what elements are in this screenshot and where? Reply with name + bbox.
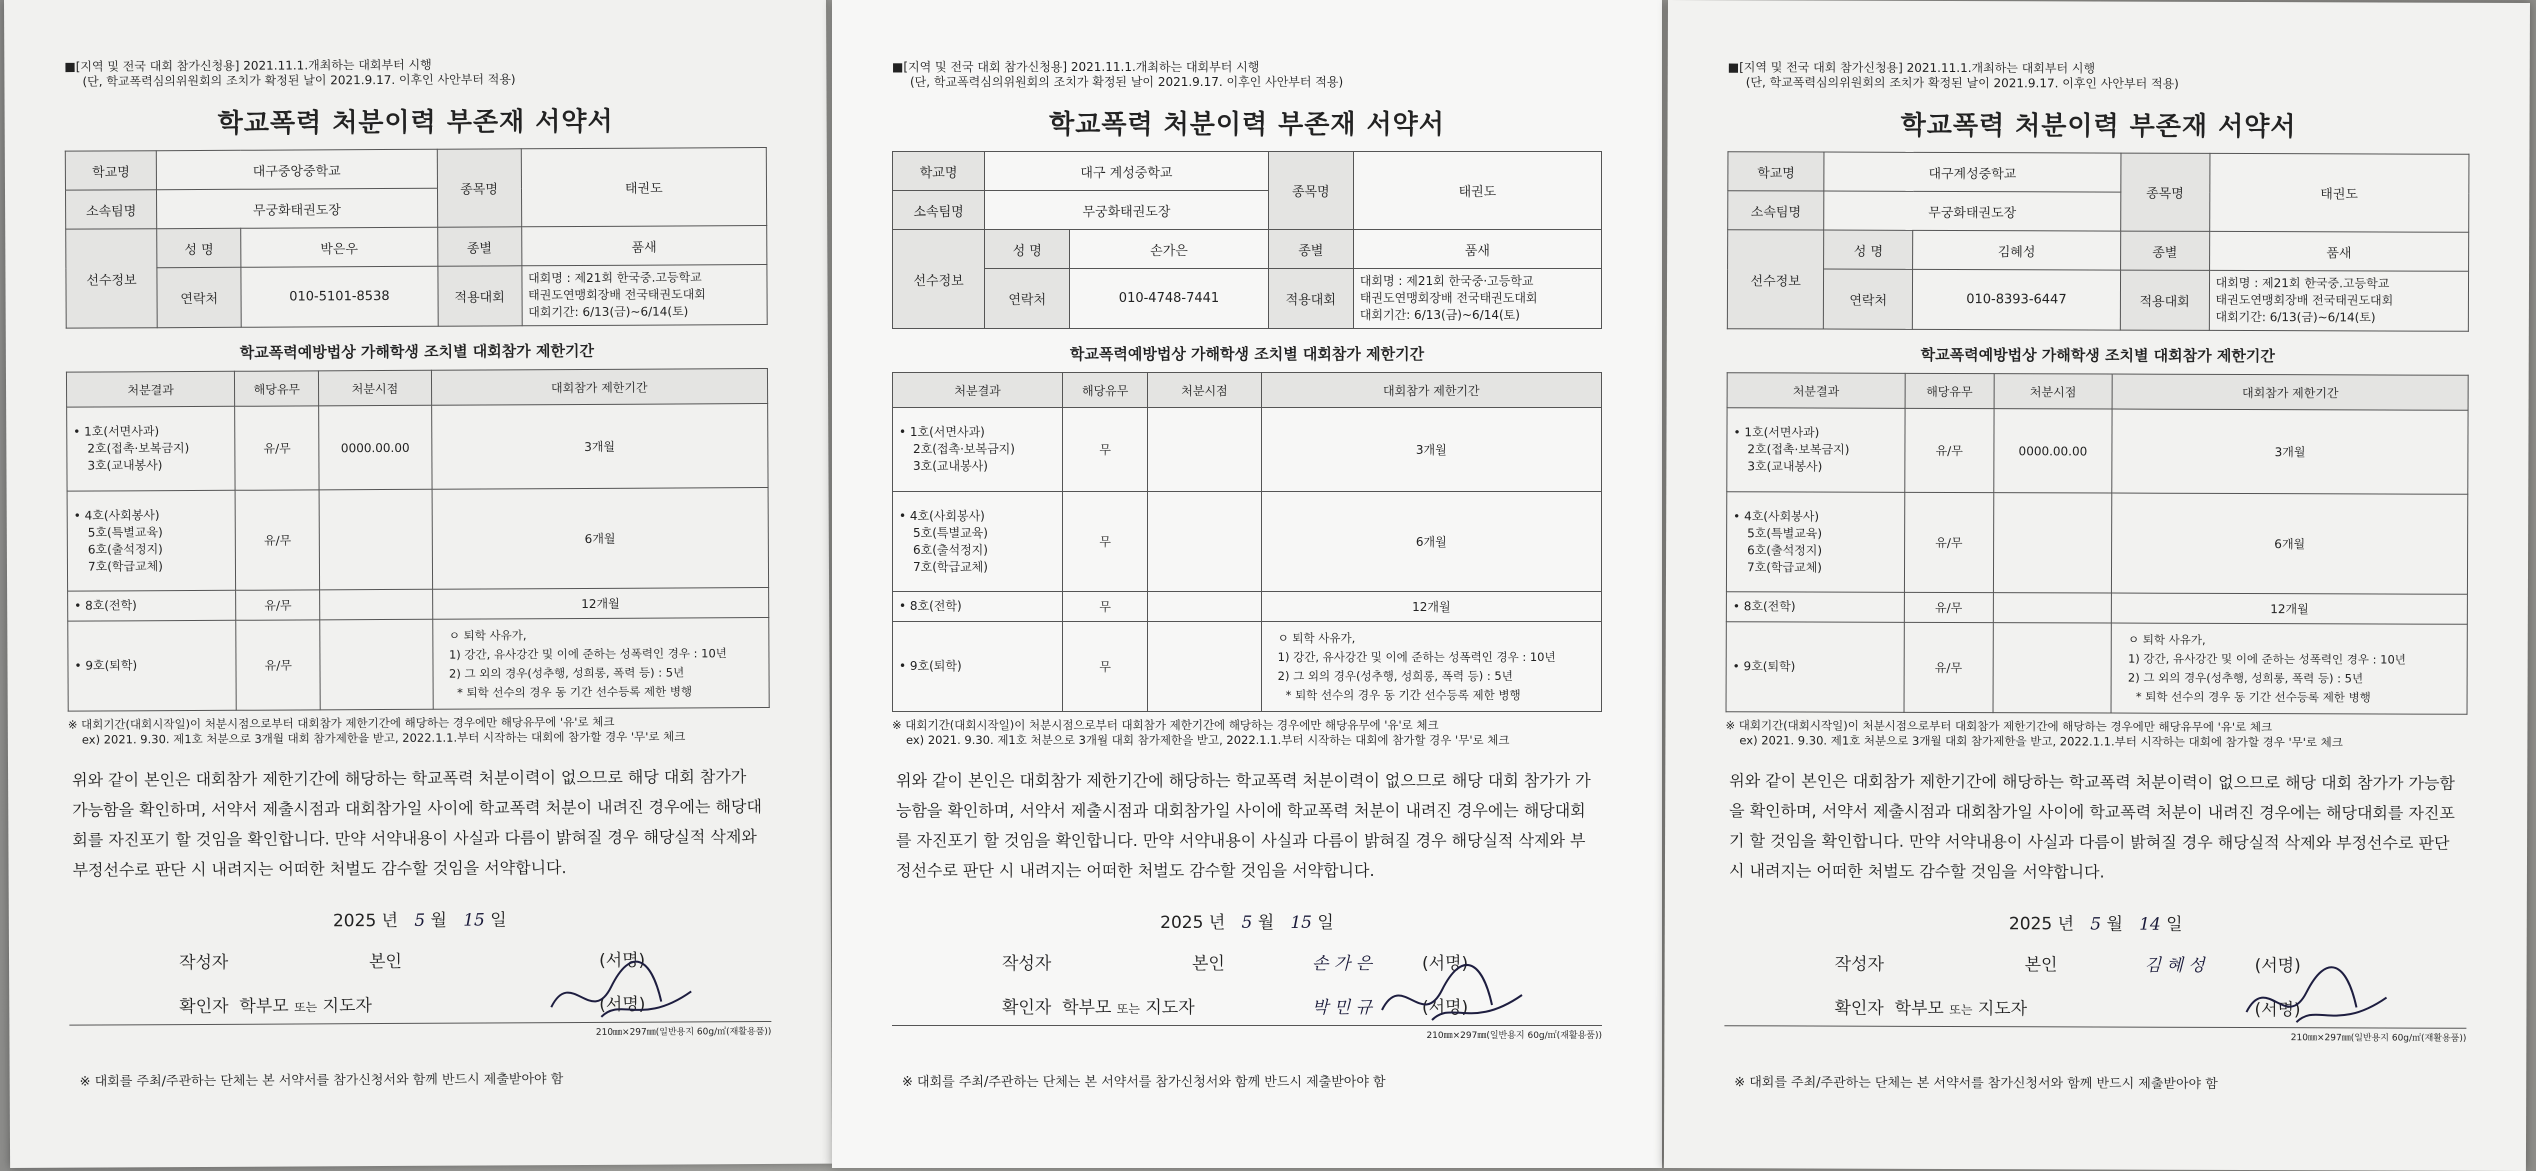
applicable-mark: 유/무 [1904,622,1993,712]
pledge-sheet-3 [1664,0,2530,1171]
author-label: 작성자 [1002,954,1052,974]
year-unit: 년 [381,910,399,932]
competition-line: 대회명 : 제21회 한국중.고등학교 [2215,275,2390,291]
contact-value: 010-4748-7441 [1070,269,1269,329]
label-event: 종목명 [437,149,522,227]
sheet-content [1724,60,2470,1093]
self-name: 손 가 은 [1312,954,1373,974]
day-value: 15 [463,910,485,931]
label-contact: 연락처 [985,269,1070,329]
applicable-mark: 유/무 [1904,492,1993,592]
confirmer-label [1834,994,2027,1020]
applicable-mark: 유/무 [236,590,320,620]
label-team: 소속팀명 [65,190,156,229]
disp-line: 6호(출석정지) [87,541,163,557]
label-category: 종별 [437,227,521,266]
paper-spec: 210㎜×297㎜(일반용지 60g/㎡(재활용품)) [1724,1025,2466,1044]
disp-cell [1726,492,1904,593]
month-unit: 월 [430,910,448,931]
disposition-date [1148,592,1261,622]
section-title: 학교폭력예방법상 가해학생 조치별 대회참가 제한기간 [1069,345,1425,363]
disp-line: 6호(출석정지) [913,542,988,557]
period-value: 12개월 [1261,592,1601,622]
school-value: 대구 계성중학교 [985,152,1269,191]
self-seal: (서명) [1422,954,1469,974]
applicable-mark: 유/무 [236,620,321,710]
self-seal: (서명) [2254,956,2301,977]
note-1: ※ 대회기간(대회시작일)이 처분시점으로부터 대회참가 제한기간에 해당하는 경우에만 해당유무에 '유'로 체크 [67,714,615,732]
competition-line: 대회명 : 제21회 한국중.고등학교 [528,270,702,286]
event-value: 태권도 [2209,153,2469,232]
col-disposition-date: 처분시점 [319,370,431,406]
section-title: 학교폭력예방법상 가해학생 조치별 대회참가 제한기간 [239,341,594,362]
col-disposition: 처분결과 [1727,373,1905,409]
player-info-table [892,151,1602,329]
label-player-info: 선수정보 [1727,230,1824,329]
year-unit: 년 [1208,913,1226,933]
competition-value [2209,270,2469,331]
col-applicable: 해당유무 [235,371,319,406]
competition-line: 대회기간: 6/13(금)~6/14(토) [528,304,689,320]
competition-line: 태권도연맹회장배 전국태권도대회 [528,287,706,303]
disp-line: 7호(학급교체) [87,558,163,574]
period-value: 12개월 [432,588,769,620]
note-2: ex) 2021. 9.30. 제1호 처분으로 3개월 대회 참가제한을 받고, 2022.1.1.부터 시작하는 대회에 참가할 경우 '무'로 체크 [81,729,686,747]
label-name: 성 명 [1824,230,1913,269]
disp-cell [1727,408,1905,493]
label-competition: 적용대회 [1268,269,1353,329]
parent-text: 학부모 [239,996,289,1017]
sheet-content [892,60,1602,1090]
disposition-date [1148,492,1261,592]
disp-line: 6호(출석정지) [1747,542,1823,558]
col-restriction-period: 대회참가 제한기간 [1261,373,1601,408]
period-line: 1) 강간, 유사강간 및 이에 준하는 성폭력인 경우 : 10년 [2127,651,2406,667]
day-value: 15 [1290,913,1312,933]
disp-cell [1726,622,1904,713]
year-unit: 년 [2057,914,2075,935]
player-info-table [65,147,768,329]
disposition-date [1993,593,2112,623]
restriction-table [892,372,1602,712]
disp-cell [893,408,1063,492]
paper-spec: 210㎜×297㎜(일반용지 60g/㎡(재활용품)) [69,1021,771,1041]
event-value: 태권도 [1353,152,1601,230]
applicable-mark: 무 [1063,492,1148,592]
label-school: 학교명 [1728,152,1824,191]
name-value: 손가은 [1070,230,1269,269]
disp-line: 2호(접촉·보복금지) [913,442,1015,456]
period-line: ㅇ 퇴학 사유가, [2128,632,2206,647]
label-event: 종목명 [2120,153,2209,231]
label-team: 소속팀명 [1728,191,1824,230]
disp-line: 7호(학급교체) [913,559,988,574]
category-value: 품새 [1353,230,1601,269]
handwritten-signature-icon [541,946,701,1037]
self-label: 본인 [1192,954,1225,974]
footer-note: ※ 대회를 주최/주관하는 단체는 본 서약서를 참가신청서와 함께 반드시 제출받아야 함 [1734,1075,2218,1092]
applicable-mark: 무 [1063,592,1148,622]
author-label: 작성자 [178,952,229,974]
period-value: 3개월 [431,404,768,490]
period-line: ㅇ 퇴학 사유가, [1277,630,1356,645]
col-applicable: 해당유무 [1063,373,1148,408]
disp-cell [67,406,236,491]
label-name: 성 명 [985,230,1070,269]
period-value: 6개월 [1261,492,1601,592]
disp-cell [893,492,1063,592]
period-line: * 퇴학 선수의 경우 동 기간 선수등록 제한 병행 [457,683,693,700]
applicable-mark: 무 [1063,408,1148,492]
disp-line: • 4호(사회봉사) [1733,508,1820,524]
sign-date [1725,908,2467,936]
self-label: 본인 [2024,955,2058,976]
period-value [1261,622,1601,712]
pledge-text: 위와 같이 본인은 대회참가 제한기간에 해당하는 학교폭력 처분이력이 없으므로 해당 대회 참가가 가능함을 확인하며, 서약서 제출시점과 대회참가일 사이에 학교폭력 처분이 내려진 경우에는 해당대회를 자진포기 할 것임을 확인합니다. 만약 서약내용이 사실과 다름이 밝혀질 경우 해당실적 삭제와 부정선수로 판단 시 내려지는 어떠한 처벌도 감수할 것임을 서약합니다. [72,767,762,880]
day-value: 14 [2139,914,2161,935]
label-category: 종별 [2120,231,2209,270]
header-line-2: (단, 학교폭력심의위원회의 조치가 확정된 날이 2021.9.17. 이후인 사안부터 적용) [910,75,1344,89]
label-event: 종목명 [1268,152,1353,230]
coach-text: 지도자 [1977,999,2028,1020]
pledge-sheet-2 [832,0,1662,1168]
year-value: 2025 [1160,913,1204,933]
disposition-date [1148,408,1261,492]
contact-value: 010-5101-8538 [241,266,438,327]
competition-value [522,265,768,326]
coach-text: 지도자 [1145,998,1195,1018]
header-line-1: ■[지역 및 전국 대회 참가신청용] 2021.11.1.개최하는 대회부터 시행 [64,57,432,74]
disposition-date: 0000.00.00 [1994,409,2113,493]
school-value: 대구중앙중학교 [156,149,437,189]
pledge-sheet-1 [4,0,832,1168]
disposition-date [1993,493,2112,593]
disp-line: 5호(특별교육) [87,524,163,540]
coach-seal: (서명) [1422,998,1469,1018]
name-value: 박은우 [241,227,437,267]
disp-line: • 1호(서면사과) [899,425,985,439]
disp-line: 3호(교내봉사) [87,458,163,473]
label-name: 성 명 [157,228,241,267]
footer-note: ※ 대회를 주최/주관하는 단체는 본 서약서를 참가신청서와 함께 반드시 제출받아야 함 [79,1072,564,1090]
label-school: 학교명 [893,152,985,191]
disp-cell [893,622,1063,712]
parent-text: 학부모 [1894,998,1944,1019]
year-value: 2025 [332,911,377,932]
period-line: ㅇ 퇴학 사유가, [448,627,527,643]
author-label: 작성자 [1834,954,1884,975]
day-unit: 일 [1317,913,1334,933]
contact-value: 010-8393-6447 [1913,269,2121,330]
col-disposition-date: 처분시점 [1148,373,1261,408]
coach-name: 박 민 규 [1312,998,1373,1018]
coach-text: 지도자 [322,996,372,1017]
day-unit: 일 [490,910,507,931]
disposition-date [320,589,432,620]
period-line: * 퇴학 선수의 경우 동 기간 선수등록 제한 병행 [1285,687,1521,702]
period-value: 12개월 [2112,593,2468,624]
label-competition: 적용대회 [2120,270,2209,330]
period-value [2111,623,2467,714]
disp-cell [893,592,1063,622]
disp-cell [1726,592,1904,623]
section-title: 학교폭력예방법상 가해학생 조치별 대회참가 제한기간 [1920,345,2275,366]
applicable-mark: 유/무 [235,490,320,590]
applicable-mark: 유/무 [1905,408,1994,492]
disp-line: 3호(교내봉사) [1747,459,1823,474]
col-disposition: 처분결과 [893,373,1063,408]
disp-line: 2호(접촉·보복금지) [1747,442,1850,457]
coach-seal: (서명) [599,994,646,1015]
or-text: 또는 [1116,1002,1140,1016]
label-player-info: 선수정보 [66,229,158,328]
note-2: ex) 2021. 9.30. 제1호 처분으로 3개월 대회 참가제한을 받고, 2022.1.1.부터 시작하는 대회에 참가할 경우 '무'로 체크 [906,733,1510,747]
school-value: 대구계성중학교 [1824,152,2121,192]
disp-line: • 9호(퇴학) [74,658,138,673]
col-restriction-period: 대회참가 제한기간 [431,369,768,406]
name-value: 김혜성 [1913,230,2121,270]
period-line: 2) 그 외의 경우(성추행, 성희롱, 폭력 등) : 5년 [2127,670,2364,685]
disp-line: • 1호(서면사과) [73,424,160,439]
document-title: 학교폭력 처분이력 부존재 서약서 [1049,110,1445,140]
disp-line: 3호(교내봉사) [913,459,988,473]
confirmer-label [1002,993,1195,1018]
competition-line: 태권도연맹회장배 전국태권도대회 [1359,291,1538,305]
month-value: 5 [2090,914,2102,935]
confirmer-text: 확인자 [179,996,229,1018]
col-restriction-period: 대회참가 제한기간 [2112,374,2468,410]
coach-seal: (서명) [2254,1000,2301,1021]
self-seal: (서명) [598,950,646,971]
label-player-info: 선수정보 [893,230,985,329]
team-value: 무궁화태권도장 [1824,191,2121,231]
disp-line: • 9호(퇴학) [1732,659,1796,674]
period-value [432,618,769,710]
col-disposition: 처분결과 [66,371,234,407]
category-value: 품새 [521,226,767,266]
disp-line: • 1호(서면사과) [1733,425,1820,440]
col-applicable: 해당유무 [1905,373,1994,408]
category-value: 품새 [2209,231,2469,271]
self-name: 김 혜 성 [2144,955,2205,976]
disposition-date [319,489,432,590]
disp-line: 5호(특별교육) [913,525,988,540]
competition-line: 대회기간: 6/13(금)~6/14(토) [2215,309,2376,325]
document-title: 학교폭력 처분이력 부존재 서약서 [1900,110,2297,143]
label-team: 소속팀명 [893,191,985,230]
team-value: 무궁화태권도장 [985,191,1269,230]
disp-line: • 8호(전학) [74,598,137,613]
disp-line: • 9호(퇴학) [899,659,962,673]
header-line-1: ■[지역 및 전국 대회 참가신청용] 2021.11.1.개최하는 대회부터 시행 [1727,60,2096,76]
month-unit: 월 [1257,913,1275,933]
label-contact: 연락처 [1824,269,1913,329]
disp-line: • 8호(전학) [899,599,962,613]
label-competition: 적용대회 [437,266,521,326]
label-category: 종별 [1268,230,1353,269]
header-line-1: ■[지역 및 전국 대회 참가신청용] 2021.11.1.개최하는 대회부터 시행 [892,60,1260,74]
document-title: 학교폭력 처분이력 부존재 서약서 [217,106,614,139]
handwritten-signature-icon [2236,952,2396,1043]
disp-cell [68,620,237,711]
confirmer-text: 확인자 [1002,998,1052,1018]
period-value: 3개월 [2112,409,2468,494]
period-line: 2) 그 외의 경우(성추행, 성희롱, 폭력 등) : 5년 [448,664,685,681]
col-disposition-date: 처분시점 [1994,374,2113,409]
footer-note: ※ 대회를 주최/주관하는 단체는 본 서약서를 참가신청서와 함께 반드시 제출받아야 함 [902,1075,1386,1090]
header-line-2: (단, 학교폭력심의위원회의 조치가 확정된 날이 2021.9.17. 이후인 사안부터 적용) [82,72,516,89]
sheet-content [64,56,771,1090]
header-line-2: (단, 학교폭력심의위원회의 조치가 확정된 날이 2021.9.17. 이후인 사안부터 적용) [1745,75,2179,91]
disposition-date: 0000.00.00 [319,405,432,490]
pledge-text: 위와 같이 본인은 대회참가 제한기간에 해당하는 학교폭력 처분이력이 없으므로 해당 대회 참가가 가능함을 확인하며, 서약서 제출시점과 대회참가일 사이에 학교폭력 처분이 내려진 경우에는 해당대회를 자진포기 할 것임을 확인합니다. 만약 서약내용이 사실과 다름이 밝혀질 경우 해당실적 삭제와 부정선수로 판단 시 내려지는 어떠한 처벌도 감수할 것임을 서약합니다. [1728,771,2455,882]
year-value: 2025 [2008,914,2053,935]
period-value: 3개월 [1261,408,1601,492]
self-label: 본인 [368,951,402,973]
event-value: 태권도 [521,148,767,227]
note-1: ※ 대회기간(대회시작일)이 처분시점으로부터 대회참가 제한기간에 해당하는 경우에만 해당유무에 '유'로 체크 [1725,718,2273,735]
sign-date [69,904,771,933]
disp-line: • 4호(사회봉사) [899,508,985,523]
disposition-date [320,619,433,710]
parent-text: 학부모 [1062,998,1112,1018]
applicable-mark: 유/무 [1904,592,1993,622]
handwritten-signature-icon [1372,950,1532,1040]
disp-line: • 8호(전학) [1732,599,1796,614]
confirmer-text: 확인자 [1834,998,1884,1019]
disp-line: 7호(학급교체) [1746,559,1823,575]
disp-line: 5호(특별교육) [1747,525,1823,541]
disposition-date [1993,623,2112,713]
disp-line: • 4호(사회봉사) [73,507,160,523]
team-value: 무궁화태권도장 [157,188,438,228]
disposition-date [1148,622,1261,712]
period-value: 6개월 [2112,493,2468,594]
competition-line: 대회명 : 제21회 한국중·고등학교 [1359,274,1534,288]
or-text: 또는 [1949,1002,1973,1018]
period-line: 1) 강간, 유사강간 및 이에 준하는 성폭력인 경우 : 10년 [1277,649,1556,664]
disp-cell [67,490,236,591]
competition-value [1353,269,1601,329]
applicable-mark: 무 [1063,622,1148,712]
competition-line: 대회기간: 6/13(금)~6/14(토) [1359,308,1520,322]
period-line: 2) 그 외의 경우(성추행, 성희롱, 폭력 등) : 5년 [1277,668,1513,683]
confirmer-label [179,991,372,1017]
disp-cell [68,590,236,621]
label-school: 학교명 [65,151,156,190]
label-contact: 연락처 [157,267,241,327]
period-line: 1) 강간, 유사강간 및 이에 준하는 성폭력인 경우 : 10년 [448,645,727,662]
note-2: ex) 2021. 9.30. 제1호 처분으로 3개월 대회 참가제한을 받고, 2022.1.1.부터 시작하는 대회에 참가할 경우 '무'로 체크 [1739,733,2343,750]
sign-date [892,908,1602,933]
month-value: 5 [414,910,426,931]
paper-spec: 210㎜×297㎜(일반용지 60g/㎡(재활용품)) [892,1025,1602,1041]
or-text: 또는 [294,1000,318,1015]
restriction-table [66,368,770,712]
competition-line: 태권도연맹회장배 전국태권도대회 [2215,292,2394,308]
pledge-text: 위와 같이 본인은 대회참가 제한기간에 해당하는 학교폭력 처분이력이 없으므로 해당 대회 참가가 가능함을 확인하며, 서약서 제출시점과 대회참가일 사이에 학교폭력 처분이 내려진 경우에는 해당대회를 자진포기 할 것임을 확인합니다. 만약 서약내용이 사실과 다름이 밝혀질 경우 해당실적 삭제와 부정선수로 판단 시 내려지는 어떠한 처벌도 감수할 것임을 서약합니다. [896,771,1591,880]
applicable-mark: 유/무 [235,406,320,490]
month-value: 5 [1241,913,1253,933]
period-line: * 퇴학 선수의 경우 동 기간 선수등록 제한 병행 [2135,689,2371,704]
player-info-table [1727,151,2470,332]
note-1: ※ 대회기간(대회시작일)이 처분시점으로부터 대회참가 제한기간에 해당하는 경우에만 해당유무에 '유'로 체크 [892,718,1439,732]
month-unit: 월 [2106,914,2123,935]
disp-line: 2호(접촉·보복금지) [87,441,190,456]
restriction-table [1726,372,2469,715]
day-unit: 일 [2166,914,2183,935]
period-value: 6개월 [432,488,769,590]
